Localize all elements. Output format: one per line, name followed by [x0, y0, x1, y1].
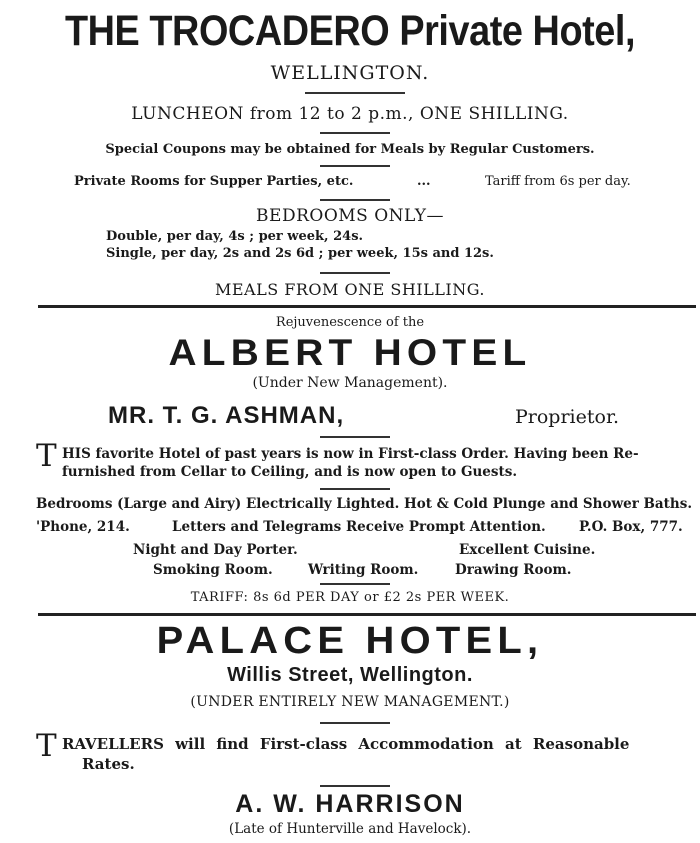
ornamental-rule — [320, 488, 390, 490]
trocadero-tariff: Tariff from 6s per day. — [485, 174, 631, 189]
ornamental-rule — [320, 165, 390, 167]
albert-paragraph-line2: furnished from Cellar to Ceiling, and is now open to Guests. — [62, 464, 518, 480]
trocadero-title: THE TROCADERO Private Hotel, — [64, 7, 636, 55]
palace-hotel-name: PALACE HOTEL, — [156, 620, 544, 662]
palace-drop-cap: T — [36, 728, 57, 764]
palace-management: (UNDER ENTIRELY NEW MANAGEMENT.) — [190, 694, 510, 710]
trocadero-meals: MEALS FROM ONE SHILLING. — [214, 280, 485, 299]
albert-night-porter: Night and Day Porter. — [133, 542, 298, 558]
ornamental-rule — [320, 436, 390, 438]
ornamental-rule — [320, 272, 390, 274]
trocadero-private-rooms: Private Rooms for Supper Parties, etc. — [74, 174, 354, 189]
albert-cuisine: Excellent Cuisine. — [459, 542, 596, 558]
palace-owner-previous: (Late of Hunterville and Havelock). — [228, 821, 472, 837]
albert-writing-room: Writing Room. — [308, 562, 419, 578]
trocadero-double-rate: Double, per day, 4s ; per week, 24s. — [106, 229, 364, 244]
albert-proprietor-title: Proprietor. — [515, 406, 619, 428]
albert-bedrooms: Bedrooms (Large and Airy) Electrically Lighted. Hot & Cold Plunge and Shower Baths. — [36, 496, 693, 512]
ornamental-rule — [320, 722, 390, 724]
trocadero-luncheon: LUNCHEON from 12 to 2 p.m., ONE SHILLING. — [131, 104, 569, 124]
ornamental-rule — [320, 132, 390, 134]
albert-tariff: TARIFF: 8s 6d PER DAY or £2 2s PER WEEK. — [190, 590, 510, 605]
palace-owner-name: A. W. HARRISON — [235, 790, 465, 818]
section-divider — [38, 613, 696, 616]
trocadero-dots: ... — [417, 174, 431, 189]
albert-drawing-room: Drawing Room. — [455, 562, 572, 578]
ornamental-rule — [305, 92, 405, 94]
albert-phone: 'Phone, 214. — [36, 519, 130, 535]
palace-paragraph-line1: RAVELLERS will find First-class Accommodation at Reasonable — [62, 735, 630, 753]
section-divider — [38, 305, 696, 308]
palace-street: Willis Street, Wellington. — [227, 664, 473, 686]
ornamental-rule — [320, 785, 390, 787]
albert-paragraph-line1: HIS favorite Hotel of past years is now in First-class Order. Having been Re- — [62, 446, 639, 462]
albert-proprietor-name: MR. T. G. ASHMAN, — [108, 402, 345, 429]
trocadero-city: WELLINGTON. — [270, 62, 430, 84]
albert-intro: Rejuvenescence of the — [275, 315, 425, 330]
trocadero-bedrooms-heading: BEDROOMS ONLY— — [256, 206, 444, 226]
albert-hotel-name: ALBERT HOTEL — [168, 332, 532, 373]
albert-letters: Letters and Telegrams Receive Prompt Attention. — [172, 519, 546, 535]
albert-smoking-room: Smoking Room. — [153, 562, 273, 578]
ornamental-rule — [320, 199, 390, 201]
albert-drop-cap: T — [36, 438, 57, 474]
albert-management: (Under New Management). — [252, 375, 448, 391]
ornamental-rule — [320, 583, 390, 585]
palace-paragraph-line2: Rates. — [82, 755, 135, 773]
trocadero-coupons: Special Coupons may be obtained for Meals by Regular Customers. — [105, 142, 595, 157]
trocadero-single-rate: Single, per day, 2s and 2s 6d ; per week, 15s and 12s. — [106, 246, 494, 261]
albert-po-box: P.O. Box, 777. — [579, 519, 683, 535]
